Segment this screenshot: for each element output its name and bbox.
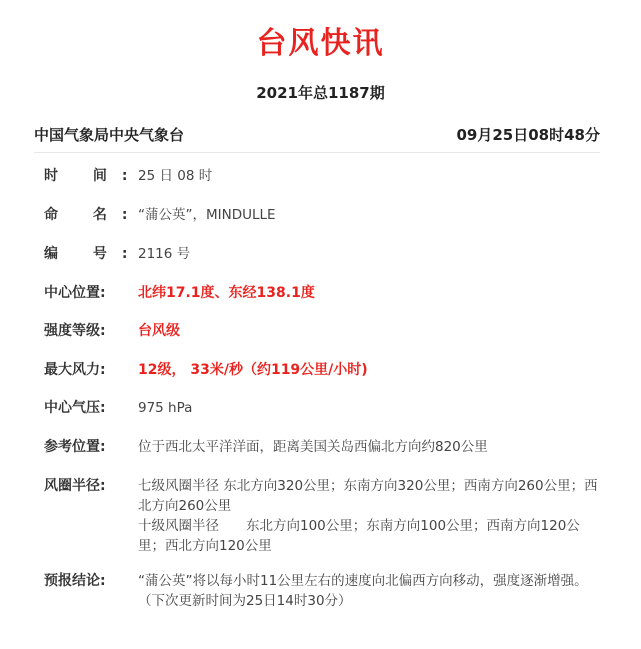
field-label: 参考位置: [44,439,106,455]
field-time [44,166,604,186]
field-value: 北纬17.1度、东经138.1度 [138,285,315,301]
field-reference [44,437,604,457]
issue-number: 2021年总1187期 [256,84,385,102]
radius-line-10: 十级风圈半径 东北方向100公里；东南方向100公里；西南方向120公里；西北方向120公里 [138,518,580,554]
field-value: 位于西北太平洋洋面，距离美国关岛西偏北方向约820公里 [138,439,488,455]
source-row [34,124,600,145]
field-label: 编 号: [44,246,143,262]
field-value: 12级， 33米/秒（约119公里/小时) [138,362,368,378]
page-title: 台风快讯 [256,26,385,61]
field-max-wind [44,360,604,380]
field-number [44,244,604,264]
field-label: 最大风力: [44,362,106,378]
field-radius [44,476,604,556]
publish-datetime: 09月25日08时48分 [456,126,600,144]
field-label: 风圈半径: [44,478,106,494]
field-value: 975 hPa [138,400,193,416]
field-value: 2116 号 [138,246,191,262]
field-value: 台风级 [138,323,180,339]
field-label: 预报结论: [44,573,106,589]
divider [34,152,600,153]
field-label: 中心气压: [44,400,106,416]
field-label: 命 名: [44,207,143,223]
agency-name: 中国气象局中央气象台 [34,126,185,144]
field-label: 强度等级: [44,323,106,339]
field-label: 中心位置: [44,285,106,301]
field-name [44,205,604,225]
field-pressure [44,398,604,418]
field-value: “蒲公英”，MINDULLE [138,207,276,223]
field-value [138,571,604,611]
field-forecast [44,571,604,611]
field-center [44,283,604,303]
field-label: 时 间: [44,168,143,184]
radius-line-7: 七级风圈半径 东北方向320公里；东南方向320公里；西南方向260公里；西北方向260公里 [138,478,598,514]
field-intensity [44,321,604,341]
forecast-text: “蒲公英”将以每小时11公里左右的速度向北偏西方向移动，强度逐渐增强。 [138,573,588,589]
field-value: 25 日 08 时 [138,168,213,184]
next-update-note: （下次更新时间为25日14时30分） [138,593,352,609]
field-value [138,476,604,556]
